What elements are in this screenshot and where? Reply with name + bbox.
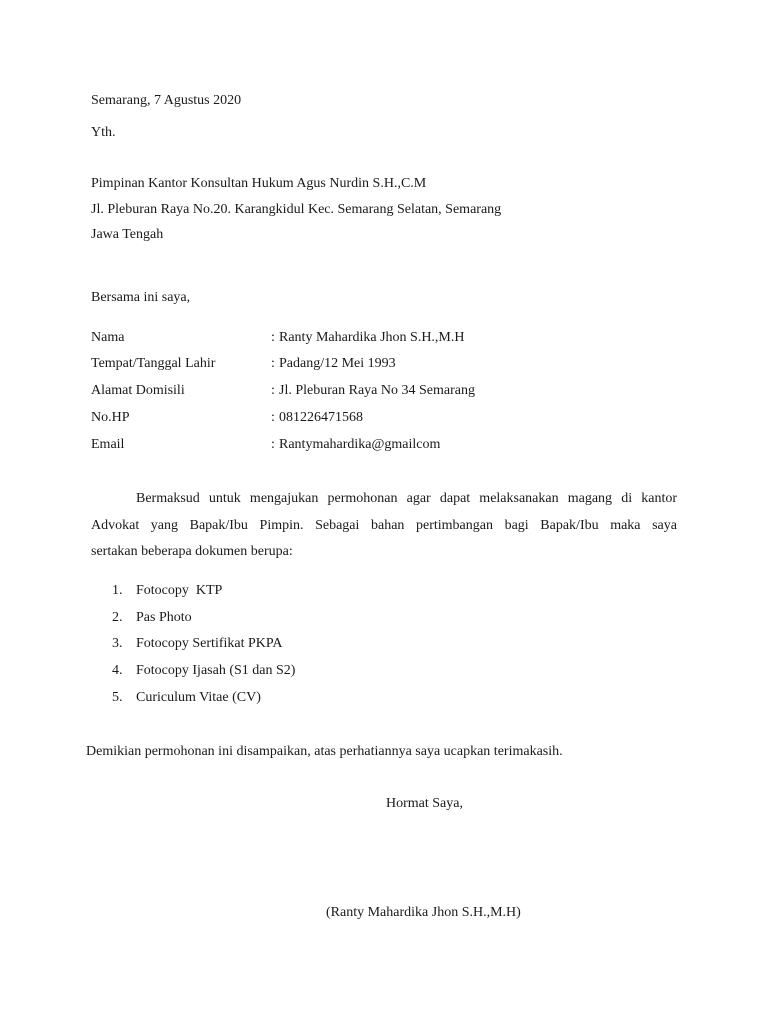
identity-value: Ranty Mahardika Jhon S.H.,M.H — [279, 330, 465, 345]
list-number: 3. — [112, 636, 123, 651]
opening-line: Bersama ini saya, — [91, 290, 191, 305]
signature-name: (Ranty Mahardika Jhon S.H.,M.H) — [326, 905, 521, 920]
regards: Hormat Saya, — [386, 796, 463, 811]
list-number: 2. — [112, 610, 123, 625]
identity-label: Alamat Domisili — [91, 383, 185, 398]
list-text: Pas Photo — [136, 610, 192, 625]
identity-value: Rantymahardika@gmailcom — [279, 437, 441, 452]
list-number: 1. — [112, 583, 123, 598]
identity-value: 081226471568 — [279, 410, 363, 425]
identity-colon: : — [271, 410, 275, 425]
recipient-province: Jawa Tengah — [91, 227, 164, 242]
salutation: Yth. — [91, 125, 116, 140]
list-number: 4. — [112, 663, 123, 678]
identity-colon: : — [271, 356, 275, 371]
identity-label: Email — [91, 437, 125, 452]
identity-label: Nama — [91, 330, 125, 345]
list-text: Fotocopy Sertifikat PKPA — [136, 636, 283, 651]
identity-label: Tempat/Tanggal Lahir — [91, 356, 216, 371]
recipient-line: Pimpinan Kantor Konsultan Hukum Agus Nurdin S.H.,C.M — [91, 176, 427, 191]
body-paragraph — [91, 490, 677, 562]
list-text: Curiculum Vitae (CV) — [136, 690, 261, 705]
list-text: Fotocopy KTP — [136, 583, 223, 598]
place-date: Semarang, 7 Agustus 2020 — [91, 93, 242, 108]
body-line: Advokat yang Bapak/Ibu Pimpin. Sebagai bahan pertimbangan bagi Bapak/Ibu maka saya — [91, 518, 677, 533]
identity-label: No.HP — [91, 410, 130, 425]
list-text: Fotocopy Ijasah (S1 dan S2) — [136, 663, 296, 678]
recipient-address: Jl. Pleburan Raya No.20. Karangkidul Kec. Semarang Selatan, Semarang — [91, 202, 502, 217]
list-number: 5. — [112, 690, 123, 705]
identity-colon: : — [271, 383, 275, 398]
identity-value: Padang/12 Mei 1993 — [279, 356, 396, 371]
body-line: Bermaksud untuk mengajukan permohonan agar dapat melaksanakan magang di kantor — [136, 491, 677, 506]
identity-colon: : — [271, 437, 275, 452]
closing-line: Demikian permohonan ini disampaikan, atas perhatiannya saya ucapkan terimakasih. — [86, 744, 563, 759]
identity-colon: : — [271, 330, 275, 345]
identity-value: Jl. Pleburan Raya No 34 Semarang — [279, 383, 475, 398]
body-line: sertakan beberapa dokumen berupa: — [91, 544, 293, 559]
